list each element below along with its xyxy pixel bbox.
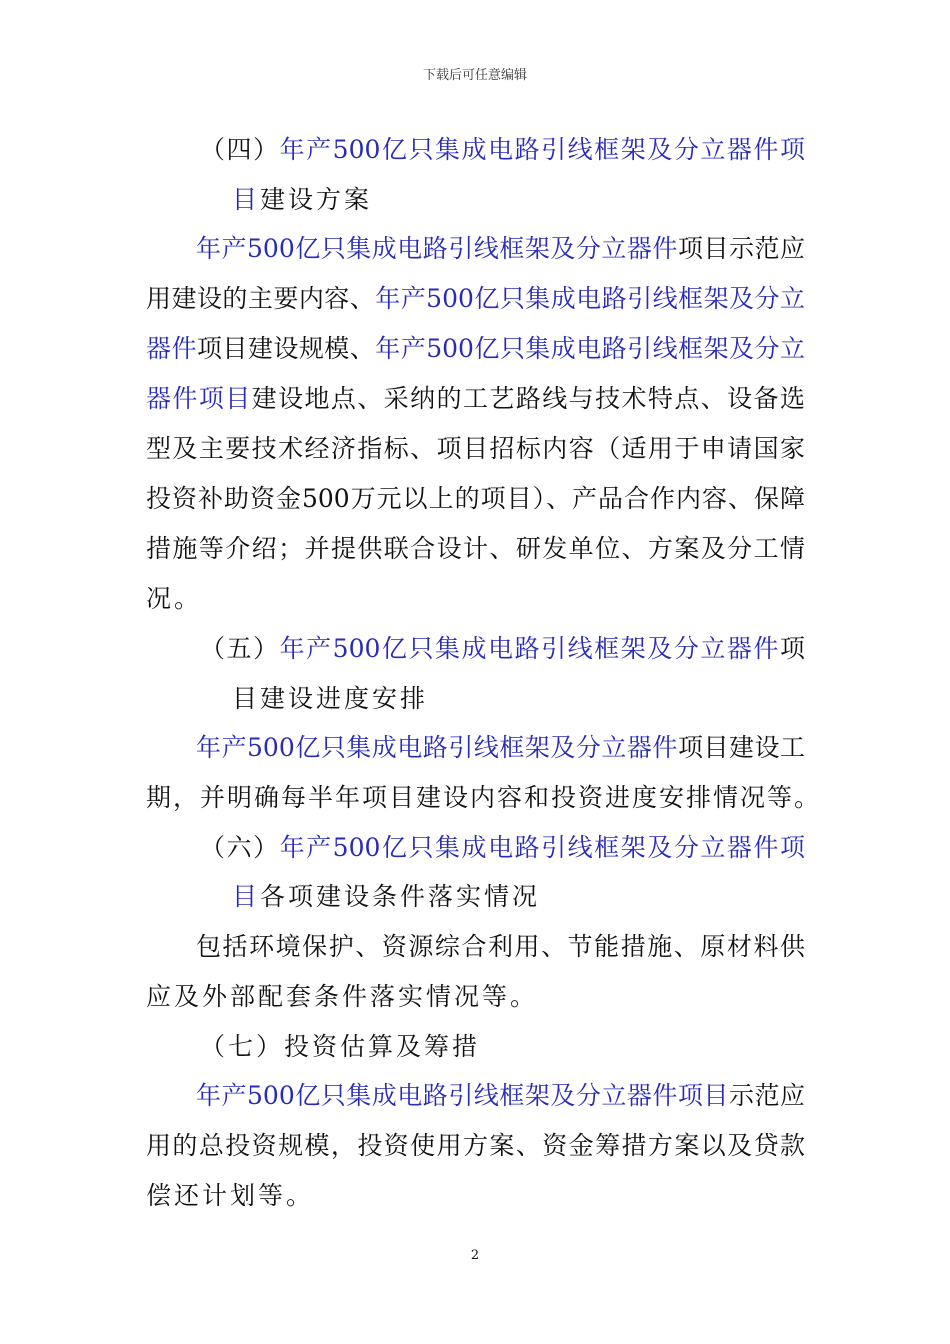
body-text: 用的总投资规模，投资使用方案、资金筹措方案以及贷款 (146, 1131, 805, 1160)
paragraph-line (196, 934, 805, 959)
body-text: 型及主要技术经济指标、项目招标内容（适用于申请国家 (146, 434, 805, 463)
project-name-text: 年产500亿只集成电路引线框架及分立器件项 (279, 135, 805, 164)
paragraph-line (146, 336, 805, 361)
body-text: 项目建设工 (677, 733, 805, 762)
body-text: 况。 (146, 584, 203, 613)
project-name-text: 器件 (146, 334, 197, 363)
section-heading-6 (200, 835, 805, 860)
body-text: （四） (200, 135, 280, 164)
body-text: 建设方案 (260, 185, 373, 214)
body-text: 措施等介绍；并提供联合设计、研发单位、方案及分工情 (146, 534, 805, 563)
paragraph-line (146, 486, 805, 511)
body-text: （五） (200, 634, 280, 663)
page-number: 2 (470, 1248, 480, 1263)
body-text: 偿还计划等。 (146, 1181, 315, 1210)
project-name-text: 目 (232, 185, 261, 214)
paragraph-line (146, 1183, 314, 1208)
paragraph-line (146, 536, 805, 561)
section-heading-5 (200, 636, 805, 661)
paragraph-line (196, 236, 805, 261)
project-name-text: 年产500亿只集成电路引线框架及分立器件项目 (196, 1081, 729, 1110)
body-text: 示范应 (728, 1081, 805, 1110)
project-name-text: 器件项目 (146, 384, 252, 413)
header-note: 下载后可任意编辑 (422, 68, 527, 83)
body-text: 投资补助资金500万元以上的项目）、产品合作内容、保障 (146, 484, 805, 513)
project-name-text: 年产500亿只集成电路引线框架及分立器件 (279, 634, 780, 663)
body-text: 应及外部配套条件落实情况等。 (146, 982, 539, 1011)
body-text: 项目示范应 (677, 234, 805, 263)
body-text: 建设地点、采纳的工艺路线与技术特点、设备选 (251, 384, 805, 413)
paragraph-line (146, 1133, 805, 1158)
body-text: 包括环境保护、资源综合利用、节能措施、原材料供 (196, 932, 805, 961)
paragraph-line (196, 1083, 805, 1108)
section-heading-6-cont (232, 884, 540, 909)
paragraph-line (146, 386, 805, 411)
project-name-text: 目 (232, 882, 261, 911)
body-text: 用建设的主要内容、 (146, 284, 376, 313)
paragraph-line (146, 436, 805, 461)
project-name-text: 年产500亿只集成电路引线框架及分立器件项 (279, 833, 805, 862)
section-heading-4-cont (232, 187, 372, 212)
paragraph-line (146, 984, 538, 1009)
paragraph-line (146, 586, 202, 611)
project-name-text: 年产500亿只集成电路引线框架及分立 (375, 334, 805, 363)
body-text: 项目建设规模、 (196, 334, 376, 363)
project-name-text: 年产500亿只集成电路引线框架及分立 (375, 284, 805, 313)
body-text: 期，并明确每半年项目建设内容和投资进度安排情况等。 (146, 783, 822, 812)
body-text: 各项建设条件落实情况 (260, 882, 541, 911)
paragraph-line (146, 785, 821, 810)
section-heading-7 (200, 1034, 480, 1059)
project-name-text: 年产500亿只集成电路引线框架及分立器件 (196, 733, 678, 762)
body-text: （六） (200, 833, 280, 862)
body-text: 目建设进度安排 (232, 684, 429, 713)
project-name-text: 年产500亿只集成电路引线框架及分立器件 (196, 234, 678, 263)
section-heading-4 (200, 137, 805, 162)
paragraph-line (146, 286, 805, 311)
section-heading-5-cont (232, 686, 428, 711)
body-text: （七）投资估算及筹措 (200, 1032, 481, 1061)
body-text: 项 (779, 634, 805, 663)
paragraph-line (196, 735, 805, 760)
